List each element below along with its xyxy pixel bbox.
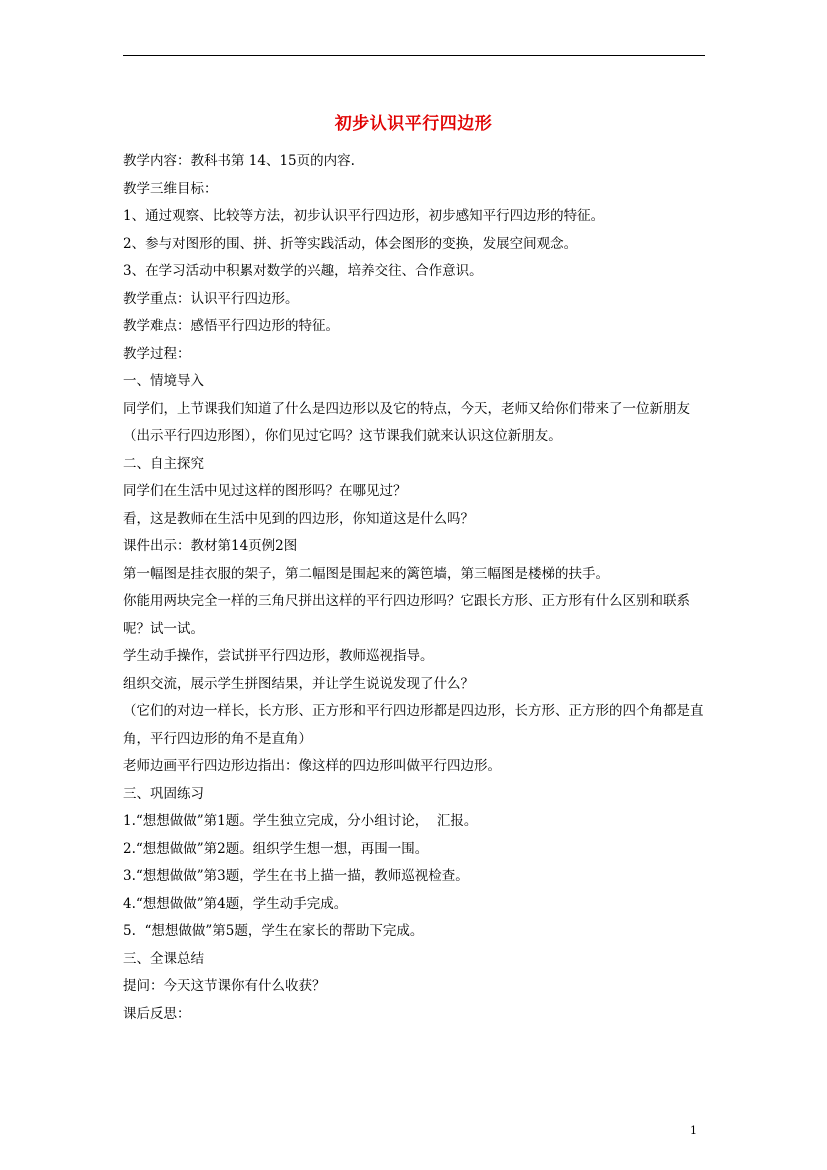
paragraph: 1、通过观察、比较等方法，初步认识平行四边形，初步感知平行四边形的特征。 [123, 208, 605, 224]
paragraph: 第一幅图是挂衣服的架子，第二幅图是围起来的篱笆墙，第三幅图是楼梯的扶手。 [123, 565, 609, 582]
document-title: 初步认识平行四边形 [334, 114, 493, 134]
paragraph: 教学三维目标： [123, 180, 218, 197]
paragraph: 课后反思： [123, 1005, 191, 1022]
paragraph: 2、参与对图形的围、拼、折等实践活动，体会图形的变换，发展空间观念。 [123, 235, 578, 252]
paragraph: 3.“想想做做”第3题，学生在书上描一描，教师巡视检查。 [123, 868, 469, 884]
section-heading: 一、情境导入 [123, 373, 204, 389]
paragraph: 看，这是教师在生活中见到的四边形，你知道这是什么吗？ [123, 510, 474, 527]
paragraph: 课件出示：教材第14页例2图 [123, 538, 298, 554]
section-heading: 三、巩固练习 [123, 785, 204, 802]
document-body [123, 148, 705, 1028]
paragraph: 老师边画平行四边形边指出：像这样的四边形叫做平行四边形。 [123, 758, 501, 774]
paragraph: 3、在学习活动中积累对数学的兴趣，培养交往、合作意识。 [123, 263, 483, 279]
paragraph: 教学重点：认识平行四边形。 [123, 290, 299, 307]
paragraph: 4.“想想做做”第4题，学生动手完成。 [123, 895, 348, 912]
page-number: 1 [690, 1124, 697, 1137]
header-rule [123, 55, 705, 56]
paragraph: 你能用两块完全一样的三角尺拼出这样的平行四边形吗？它跟长方形、正方形有什么区别和联系呢？试一试。 [123, 593, 690, 637]
paragraph: 学生动手操作，尝试拼平行四边形，教师巡视指导。 [123, 648, 434, 664]
paragraph: 组织交流，展示学生拼图结果，并让学生说说发现了什么？ [123, 675, 474, 692]
paragraph: 提问：今天这节课你有什么收获？ [123, 978, 326, 994]
paragraph: 5. “想想做做”第5题，学生在家长的帮助下完成。 [123, 923, 424, 939]
section-heading: 二、自主探究 [123, 455, 204, 472]
paragraph: 教学内容：教科书第 14、15页的内容. [123, 153, 355, 169]
paragraph: 教学难点：感悟平行四边形的特征。 [123, 318, 339, 334]
paragraph: 教学过程： [123, 345, 191, 362]
paragraph: 同学们在生活中见过这样的图形吗？在哪见过？ [123, 483, 407, 499]
paragraph: 2.“想想做做”第2题。组织学生想一想，再围一围。 [123, 840, 429, 857]
section-heading: 三、全课总结 [123, 950, 204, 967]
paragraph: （它们的对边一样长，长方形、正方形和平行四边形都是四边形，长方形、正方形的四个角都是直角，平行四边形的角不是直角） [123, 703, 704, 747]
paragraph: 1.“想想做做”第1题。学生独立完成，分小组讨论， 汇报。 [123, 813, 478, 829]
paragraph: 同学们，上节课我们知道了什么是四边形以及它的特点，今天，老师又给你们带来了一位新朋友（出示平行四边形图），你们见过它吗？这节课我们就来认识这位新朋友。 [123, 400, 690, 444]
